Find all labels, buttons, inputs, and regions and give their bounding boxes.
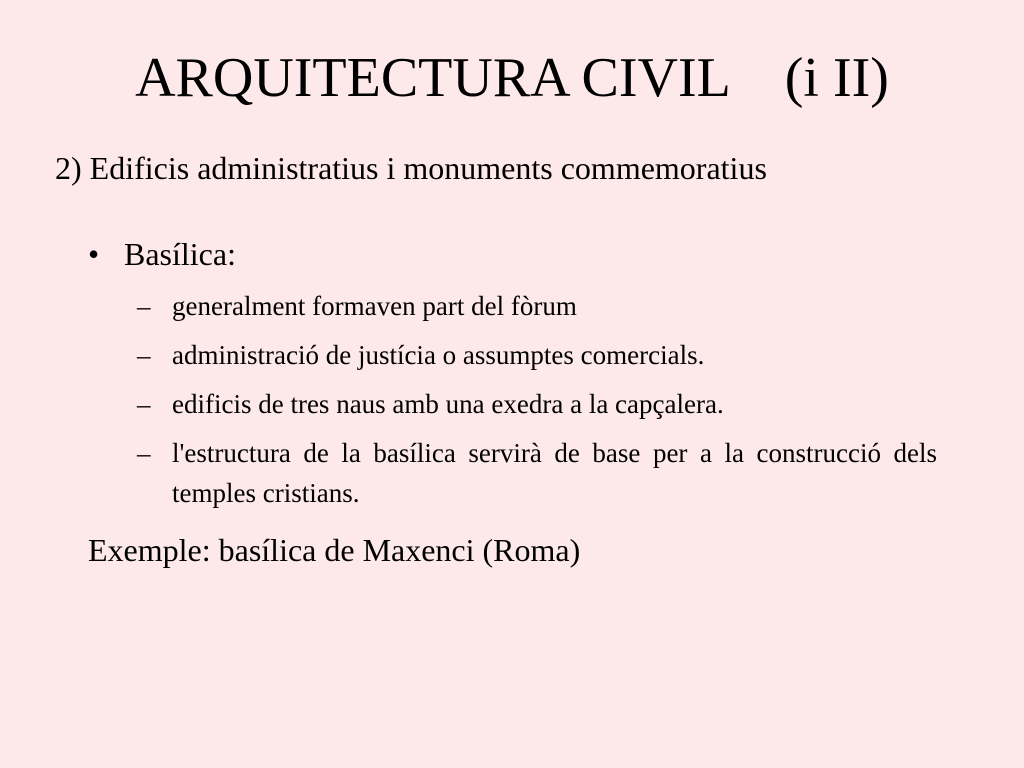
sub-bullet-text: generalment formaven part del fòrum: [172, 291, 577, 321]
dash-marker: –: [137, 438, 151, 468]
bullet-marker: •: [88, 236, 100, 272]
sub-bullet-text: edificis de tres naus amb una exedra a la capçalera.: [172, 389, 724, 419]
dash-marker: –: [137, 291, 151, 321]
dash-marker: –: [137, 340, 151, 370]
slide-subtitle: 2) Edificis administratius i monuments commemoratius: [55, 150, 767, 186]
sub-bullet-item: [137, 335, 937, 375]
example-text: Exemple: basílica de Maxenci (Roma): [88, 532, 581, 568]
slide-title: ARQUITECTURA CIVIL (i II): [135, 47, 889, 109]
sub-bullet-item: [137, 384, 937, 424]
bullet-item-basilica: [88, 232, 236, 276]
bullet-label: Basílica:: [124, 236, 236, 272]
sub-bullet-item: [137, 286, 937, 326]
dash-marker: –: [137, 389, 151, 419]
sub-bullet-text: l'estructura de la basílica servirà de base per a la construcció dels temples cristians.: [172, 438, 937, 508]
sub-bullet-list: [137, 286, 937, 522]
sub-bullet-item: [137, 433, 937, 513]
sub-bullet-text: administració de justícia o assumptes comercials.: [172, 340, 705, 370]
